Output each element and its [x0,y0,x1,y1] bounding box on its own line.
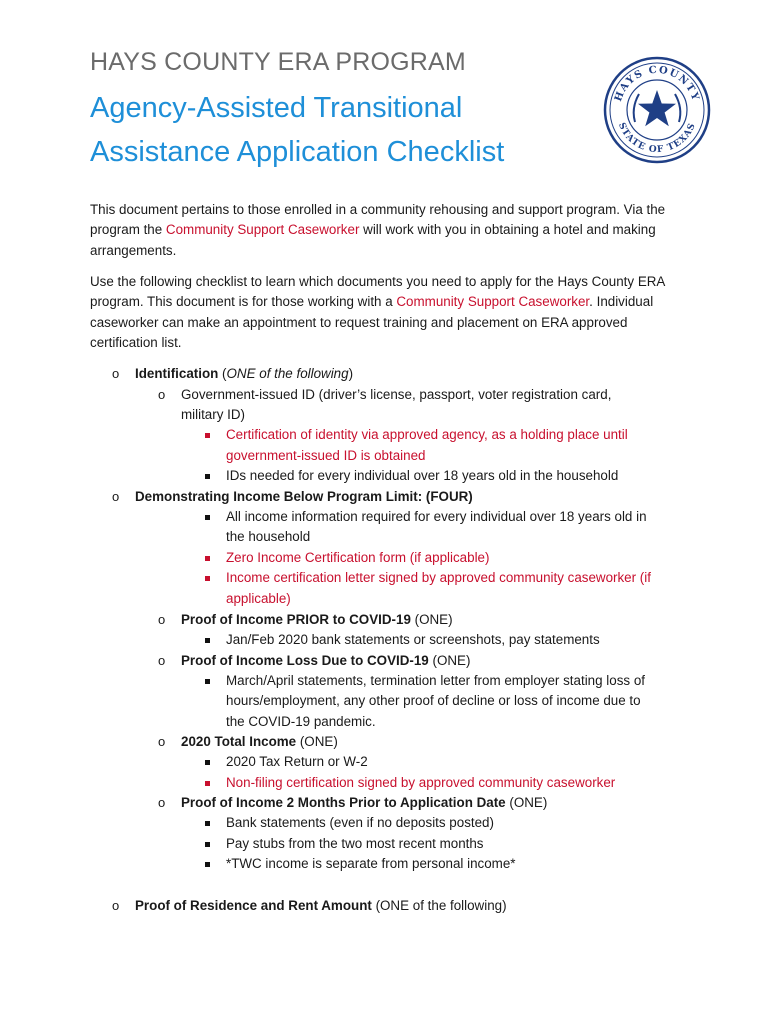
intro-p2-text-b: . Individual caseworker can make an appointment to request training and placement on ERA approved certification list. [90,294,654,351]
title-line-2: Assistance Application Checklist [90,136,505,168]
total-qualifier: (ONE) [299,734,338,749]
svg-text:HAYS COUNTY: HAYS COUNTY [612,64,701,104]
subsection-two-months [181,793,547,813]
circle-bullet-icon: o [112,898,120,913]
identification-qualifier: ONE of the following [226,366,349,381]
loss-item-line-2: hours/employment, any other proof of decline or loss of income due to [226,693,641,708]
square-bullet-icon [205,638,210,643]
square-bullet-icon [205,862,210,867]
total-item-1: 2020 Tax Return or W-2 [226,754,368,769]
residence-label: Proof of Residence and Rent Amount [135,898,372,913]
square-bullet-icon [205,679,210,684]
prior-label: Proof of Income PRIOR to COVID-19 [181,612,411,627]
subsection-prior [181,610,453,630]
total-item-2: Non-filing certification signed by approved community caseworker [226,775,616,790]
square-bullet-icon [205,781,210,786]
zero-income-form: Zero Income Certification form (if applicable) [226,550,490,565]
circle-bullet-icon: o [158,387,166,402]
circle-bullet-icon: o [158,795,166,810]
subsection-total [181,732,338,752]
ids-needed: IDs needed for every individual over 18 years old in the household [226,468,619,483]
two-months-item-1: Bank statements (even if no deposits posted) [226,815,494,830]
loss-item-line-1: March/April statements, termination letter from employer stating loss of [226,673,645,688]
residence-qualifier: (ONE of the following) [375,898,507,913]
cert-letter-line-1: Income certification letter signed by approved community caseworker (if [226,570,651,585]
svg-text:STATE OF TEXAS: STATE OF TEXAS [615,121,699,156]
intro-p2-text-a: Use the following checklist to learn which documents you need to apply for the Hays County ERA program. This document is for those working with a [90,274,665,310]
square-bullet-icon [205,821,210,826]
income-label: Demonstrating Income Below Program Limit: (FOUR) [135,489,473,504]
cert-identity-line-1: Certification of identity via approved agency, as a holding place until [226,427,628,442]
square-bullet-icon [205,474,210,479]
two-months-label: Proof of Income 2 Months Prior to Application Date [181,795,506,810]
intro-p1-text-a: This document pertains to those enrolled in a community rehousing and support program. Via the program the [90,202,666,238]
square-bullet-icon [205,576,210,581]
loss-qualifier: (ONE) [432,653,471,668]
circle-bullet-icon: o [112,366,120,381]
subsection-loss [181,651,470,671]
loss-item-line-3: the COVID-19 pandemic. [226,714,376,729]
all-income-line-2: the household [226,529,311,544]
title-line-1: Agency-Assisted Transitional [90,92,463,124]
gov-id-line-2: military ID) [181,407,245,422]
intro-paragraph-1 [90,200,680,261]
program-name: HAYS COUNTY ERA PROGRAM [90,48,466,76]
caseworker-link-2[interactable]: Community Support Caseworker [396,294,590,310]
square-bullet-icon [205,515,210,520]
identification-label: Identification [135,366,219,381]
two-months-item-2: Pay stubs from the two most recent months [226,836,484,851]
square-bullet-icon [205,556,210,561]
square-bullet-icon [205,433,210,438]
caseworker-link-1[interactable]: Community Support Caseworker [165,222,360,238]
circle-bullet-icon: o [158,612,166,627]
cert-letter-line-2: applicable) [226,591,291,606]
square-bullet-icon [205,842,210,847]
all-income-line-1: All income information required for every individual over 18 years old in [226,509,647,524]
two-months-qualifier: (ONE) [509,795,548,810]
county-seal-logo [603,56,711,164]
circle-bullet-icon: o [112,489,120,504]
section-residence [135,896,507,916]
intro-paragraph-2 [90,272,680,354]
circle-bullet-icon: o [158,734,166,749]
loss-label: Proof of Income Loss Due to COVID-19 [181,653,429,668]
section-identification: Identification (ONE of the following) [135,366,354,381]
prior-qualifier: (ONE) [414,612,453,627]
page-title [90,86,570,174]
two-months-item-3: *TWC income is separate from personal income* [226,856,516,871]
total-label: 2020 Total Income [181,734,297,749]
section-income [135,487,473,507]
prior-item: Jan/Feb 2020 bank statements or screenshots, pay statements [226,632,600,647]
intro-p1-text-b: will work with you in obtaining a hotel and making arrangements. [90,222,656,258]
square-bullet-icon [205,760,210,765]
gov-id-line-1: Government-issued ID (driver’s license, passport, voter registration card, [181,387,612,402]
cert-identity-line-2: government-issued ID is obtained [226,448,426,463]
circle-bullet-icon: o [158,653,166,668]
